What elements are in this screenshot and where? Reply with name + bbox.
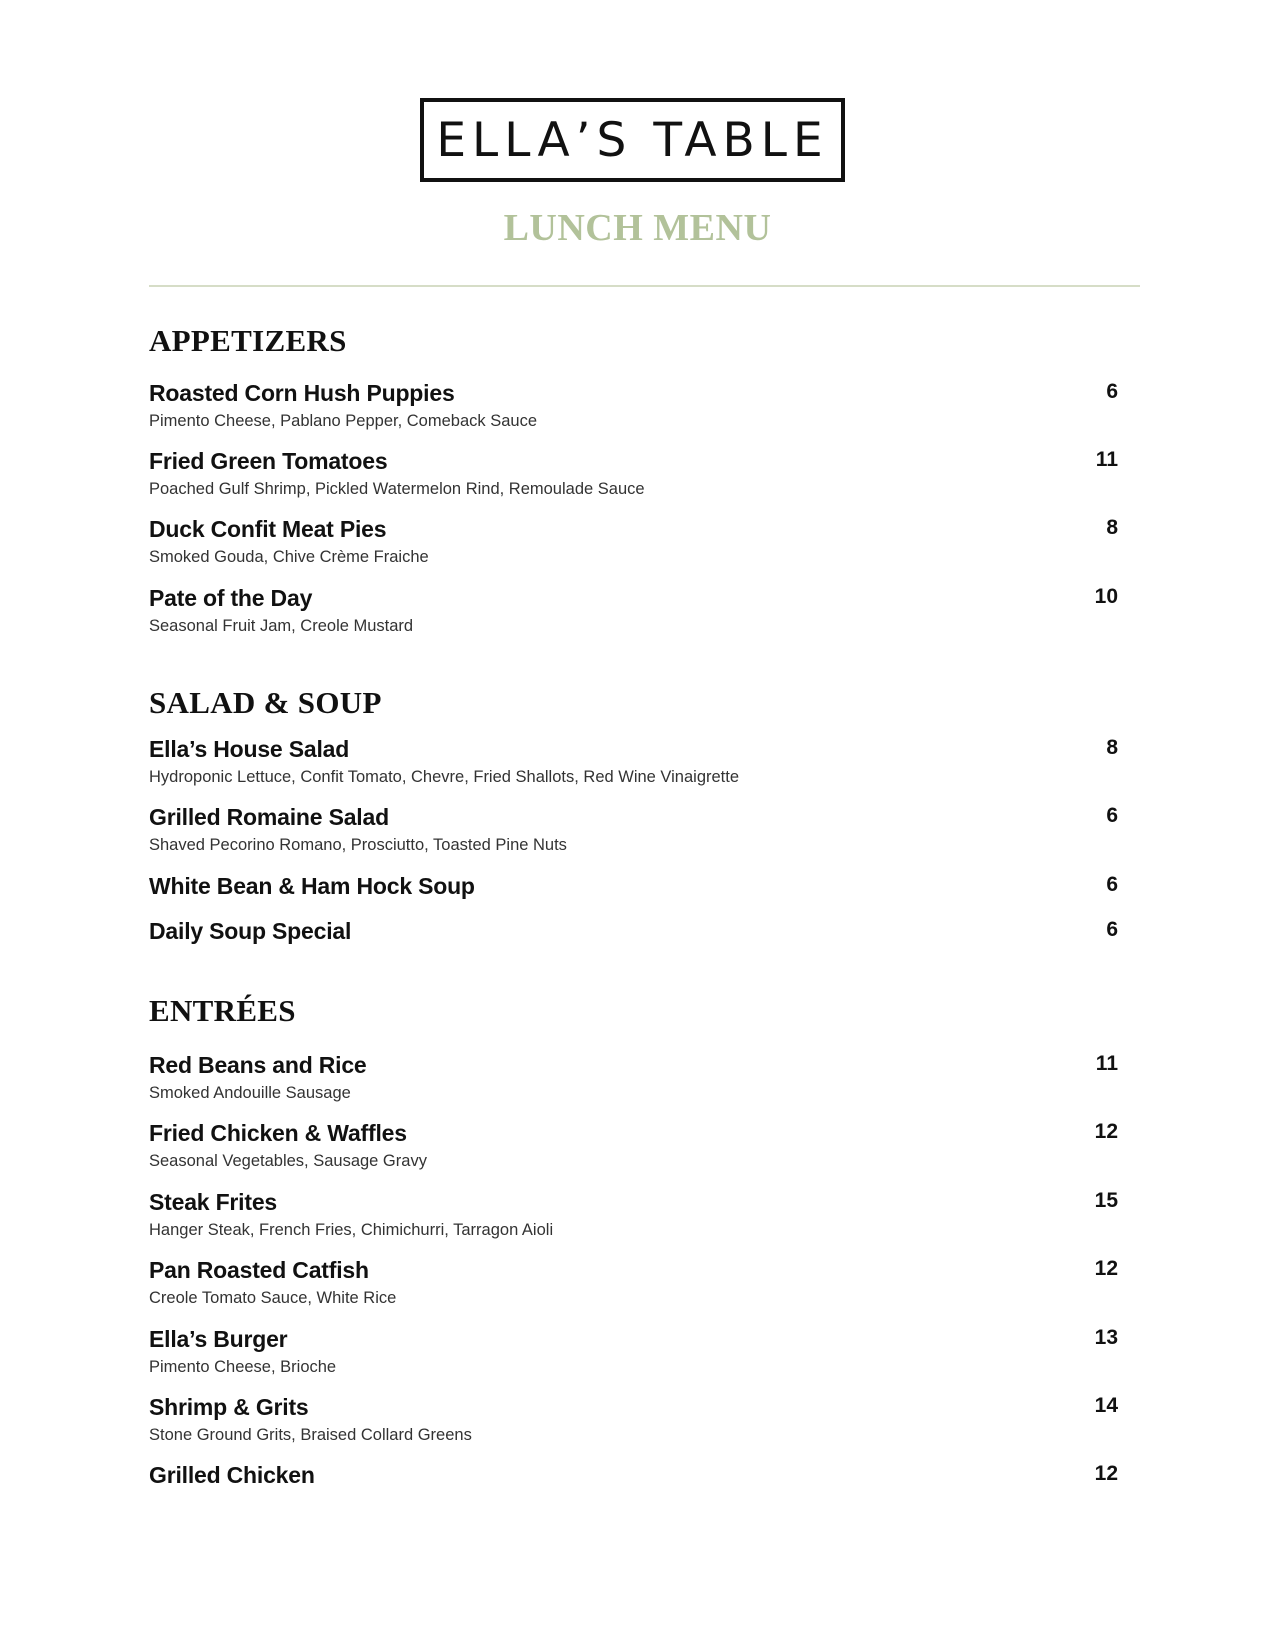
menu-title: LUNCH MENU	[503, 207, 772, 249]
item-description: Smoked Andouille Sausage	[149, 1084, 351, 1102]
item-name: Pan Roasted Catfish	[149, 1257, 369, 1283]
item-price: 11	[1095, 448, 1118, 471]
item-price: 6	[1106, 380, 1118, 403]
item-name: Shrimp & Grits	[149, 1394, 309, 1420]
section-heading-salad-soup: SALAD & SOUP	[149, 685, 382, 720]
item-price: 10	[1094, 585, 1118, 608]
item-name: Duck Confit Meat Pies	[149, 516, 387, 542]
item-name: Steak Frites	[149, 1189, 277, 1215]
item-price: 12	[1094, 1120, 1118, 1143]
item-name: Grilled Romaine Salad	[149, 804, 389, 830]
item-name: Ella’s Burger	[149, 1326, 288, 1352]
item-description: Seasonal Vegetables, Sausage Gravy	[149, 1152, 427, 1170]
item-price: 11	[1095, 1052, 1118, 1075]
item-price: 6	[1106, 804, 1118, 827]
item-price: 15	[1094, 1189, 1118, 1212]
item-name: Roasted Corn Hush Puppies	[149, 380, 455, 406]
item-description: Pimento Cheese, Brioche	[149, 1358, 337, 1376]
item-name: Grilled Chicken	[149, 1462, 315, 1488]
item-name: White Bean & Ham Hock Soup	[149, 873, 475, 899]
item-price: 8	[1106, 516, 1118, 539]
item-price: 14	[1094, 1394, 1118, 1417]
item-description: Stone Ground Grits, Braised Collard Greens	[149, 1426, 472, 1444]
title-divider	[149, 285, 1140, 287]
item-price: 13	[1094, 1326, 1118, 1349]
item-name: Daily Soup Special	[149, 918, 352, 944]
item-description: Seasonal Fruit Jam, Creole Mustard	[149, 617, 414, 635]
item-description: Shaved Pecorino Romano, Prosciutto, Toasted Pine Nuts	[149, 836, 567, 854]
item-price: 12	[1094, 1462, 1118, 1485]
item-name: Fried Green Tomatoes	[149, 448, 388, 474]
item-name: Fried Chicken & Waffles	[149, 1120, 407, 1146]
item-description: Pimento Cheese, Pablano Pepper, Comeback Sauce	[149, 412, 537, 430]
item-description: Creole Tomato Sauce, White Rice	[149, 1289, 397, 1307]
item-description: Smoked Gouda, Chive Crème Fraiche	[149, 548, 429, 566]
item-description: Hydroponic Lettuce, Confit Tomato, Chevre, Fried Shallots, Red Wine Vinaigrette	[149, 768, 740, 786]
section-heading-appetizers: APPETIZERS	[149, 323, 347, 358]
item-name: Ella’s House Salad	[149, 736, 350, 762]
item-description: Poached Gulf Shrimp, Pickled Watermelon Rind, Remoulade Sauce	[149, 480, 645, 498]
item-price: 12	[1094, 1257, 1118, 1280]
restaurant-logo	[420, 98, 845, 182]
item-name: Red Beans and Rice	[149, 1052, 367, 1078]
item-price: 8	[1106, 736, 1118, 759]
item-description: Hanger Steak, French Fries, Chimichurri, Tarragon Aioli	[149, 1221, 554, 1239]
section-heading-entrees: ENTRÉES	[149, 993, 296, 1028]
logo-text: ELLA’S TABLE	[436, 112, 829, 168]
item-price: 6	[1106, 918, 1118, 941]
item-name: Pate of the Day	[149, 585, 313, 611]
item-price: 6	[1106, 873, 1118, 896]
